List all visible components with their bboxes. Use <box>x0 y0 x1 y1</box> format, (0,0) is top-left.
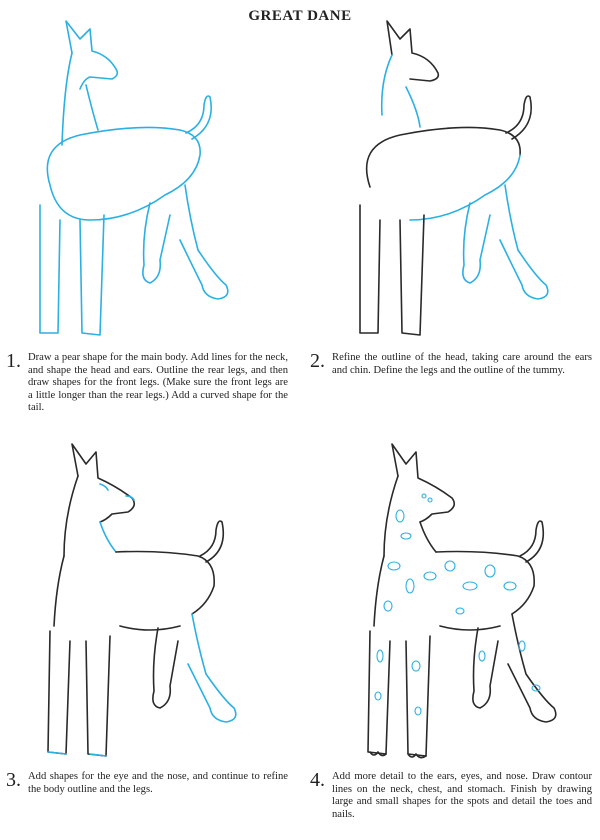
step-text: Add more detail to the ears, eyes, and nose. Draw contour lines on the neck, chest, and stomach. Finish by drawing large and small shapes for the spots and detail the toes and nails. <box>332 771 592 820</box>
step-number: 2. <box>310 350 325 372</box>
step-text: Refine the outline of the head, taking care around the ears and chin. Define the legs and the outline of the tummy. <box>332 352 592 376</box>
step-3-drawing <box>20 436 260 766</box>
step-text: Add shapes for the eye and the nose, and continue to refine the body outline and the legs. <box>28 771 288 795</box>
step-number: 1. <box>6 350 21 372</box>
step-1-drawing <box>20 15 260 345</box>
step-number: 3. <box>6 769 21 791</box>
spots <box>375 494 540 715</box>
step-number: 4. <box>310 769 325 791</box>
step-4-caption <box>310 771 592 821</box>
step-text: Draw a pear shape for the main body. Add lines for the neck, and shape the head and ears. Outline the rear legs, and then draw shapes for the front legs. (Make sure the front legs are a little longer than the rear legs.) Add a curved shape for the tail. <box>28 352 288 414</box>
step-2-caption <box>310 352 592 377</box>
page-title: GREAT DANE <box>248 8 352 24</box>
step-2-drawing <box>340 15 580 345</box>
step-1-caption <box>6 352 288 415</box>
step-3-caption <box>6 771 288 796</box>
step-4-drawing <box>340 436 580 766</box>
